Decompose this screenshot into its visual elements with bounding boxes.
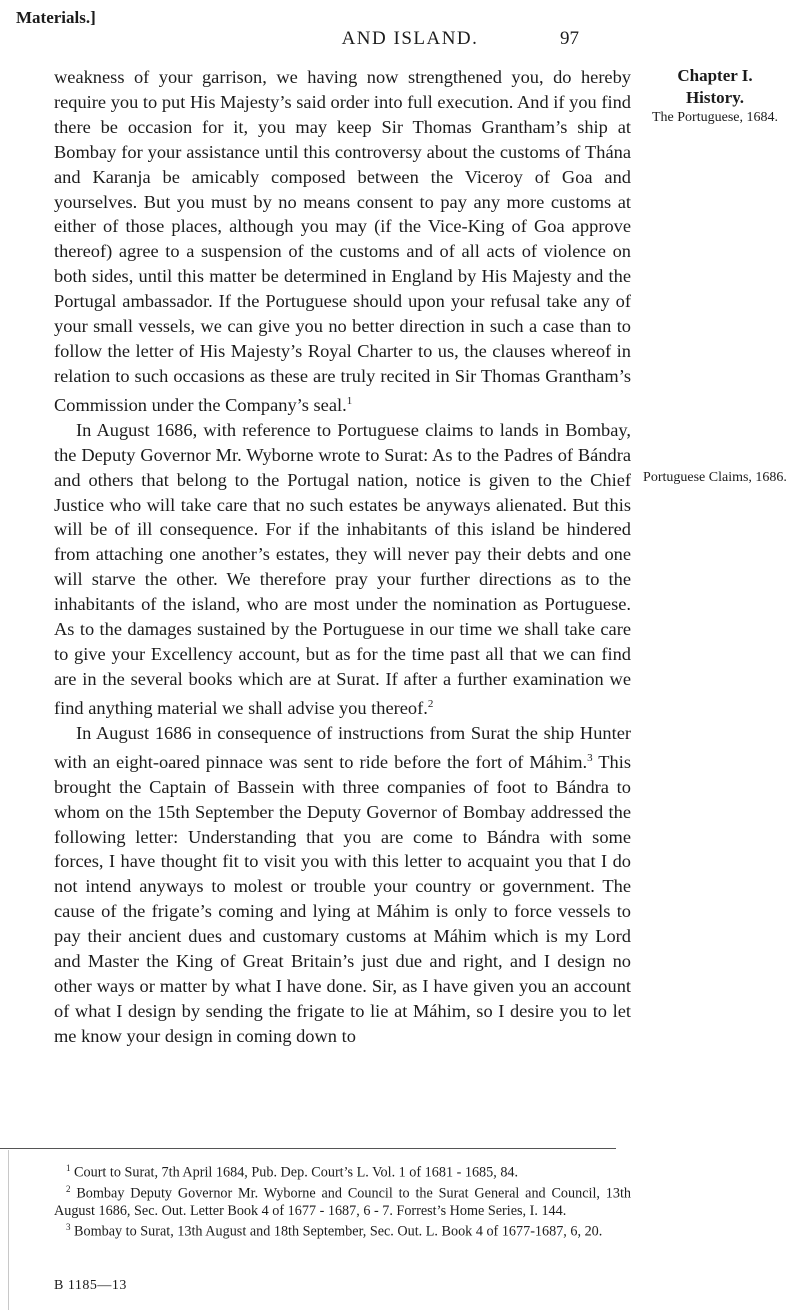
footnote-2-mark: 2 [66,1184,71,1195]
paragraph-3 [54,721,631,1049]
footnote-1-mark: 1 [66,1163,71,1173]
paragraph-2 [54,418,631,721]
running-head-title: AND ISLAND. [341,28,479,49]
footnote-ref-1: 1 [346,394,353,407]
footnote-1-text: Court to Surat, 7th April 1684, Pub. Dep. Court’s L. Vol. 1 of 1681 - 1685, 84. [74,1164,519,1181]
footnote-3 [54,1219,631,1240]
margin-note-portuguese-1684: The Portuguese, 1684. [652,110,778,125]
margin-note-portuguese-claims-1686: Portuguese Claims, 1686. [643,470,787,485]
paragraph-3-text-b: This brought the Captain of Bassein with three companies of foot to Bándra to whom on the 15th September the Deputy Governor of Bombay addressed the following letter: Understanding that you are come to Bándra with some forces, I have thought fit to visit you with this letter to acquaint you that I do not intend anyways to molest or trouble your country or government. The cause of the frigate’s coming and lying at Máhim is only to force vessels to pay their ancient dues and customary customs at Máhim which is my Lord and Master the King of Great Britain’s just due and right, and I design no other ways or matter by what I have done. Sir, as I have given you an account of what I design by sending the frigate to lie at Máhim, so I desire you to let me know your design in coming down to [54,751,632,1046]
paragraph-2-text: In August 1686, with reference to Portuguese claims to lands in Bombay, the Deputy Governor Mr. Wyborne wrote to Surat: As to the Padres of Bándra and others that belong to the Portugal nation, notice is given to the Chief Justice who will take care that no such estates be anyways alienated. But this will be of ill consequence. For if the inhabitants of this island be hindered from attaching one another’s estates, they will never pay their debts and one will starve the other. We therefore pray your further directions as to the inhabitants of the island, who are most under the nomination as Portuguese. As to the damages sustained by the Portuguese in our time we shall take care to give your Excellency account, but as for the time past all that we can find are in the several books which are at Surat. If after a further examination we find anything material we shall advise you thereof. [54,419,631,718]
footnote-1 [54,1160,631,1181]
printer-signature: B 1185—13 [54,1278,127,1293]
footnote-3-mark: 3 [66,1222,71,1233]
paragraph-1 [54,65,631,418]
footnote-2 [54,1181,631,1219]
main-text [54,65,631,1049]
footnotes [54,1160,631,1241]
paragraph-3-text-a: In August 1686 in consequence of instructions from Surat the ship Hunter with an eight-oared pinnace was sent to ride before the fort of Máhim. [54,722,631,772]
footnote-divider [0,1148,616,1149]
margin-note-history: History. [685,88,745,107]
page-edge-mark [0,1150,9,1310]
running-head-section: Materials.] [16,8,96,27]
footnote-2-text: Bombay Deputy Governor Mr. Wyborne and Council to the Surat General and Council, 13th August 1686, Sec. Out. Letter Book 4 of 1677 - 1687, 6 - 7. Forrest’s Home Series, I. 144. [54,1186,632,1219]
footnote-ref-3: 3 [587,751,593,764]
margin-note-chapter: Chapter I. [677,66,753,85]
paragraph-1-text: weakness of your garrison, we having now strengthened you, do hereby require you to put His Majesty’s said order into full execution. And if you find there be occasion for it, you may keep Sir Thomas Grantham’s ship at Bombay for your assistance until this controversy about the customs of Thána and Karanja be amicably composed between the Viceroy of Goa and yourselves. But you must by no means consent to pay any more customs at either of those places, although you may (if the Vice-King of Goa approve thereof) agree to a suspension of the customs and of all acts of violence on both sides, until this matter be determined in England by His Majesty and the Portugal ambassador. If the Portuguese should upon your refusal take any of your small vessels, we can give you no better direction in such a case than to follow the letter of His Majesty’s Royal Charter to us, the clauses whereof in relation to such occasions as these are truly recited in Sir Thomas Grantham’s Commission under the Company’s seal. [54,67,631,415]
footnote-3-text: Bombay to Surat, 13th August and 18th September, Sec. Out. L. Book 4 of 1677-1687, 6, 20. [74,1223,603,1240]
footnote-ref-2: 2 [427,697,434,710]
page-number: 97 [560,28,579,49]
